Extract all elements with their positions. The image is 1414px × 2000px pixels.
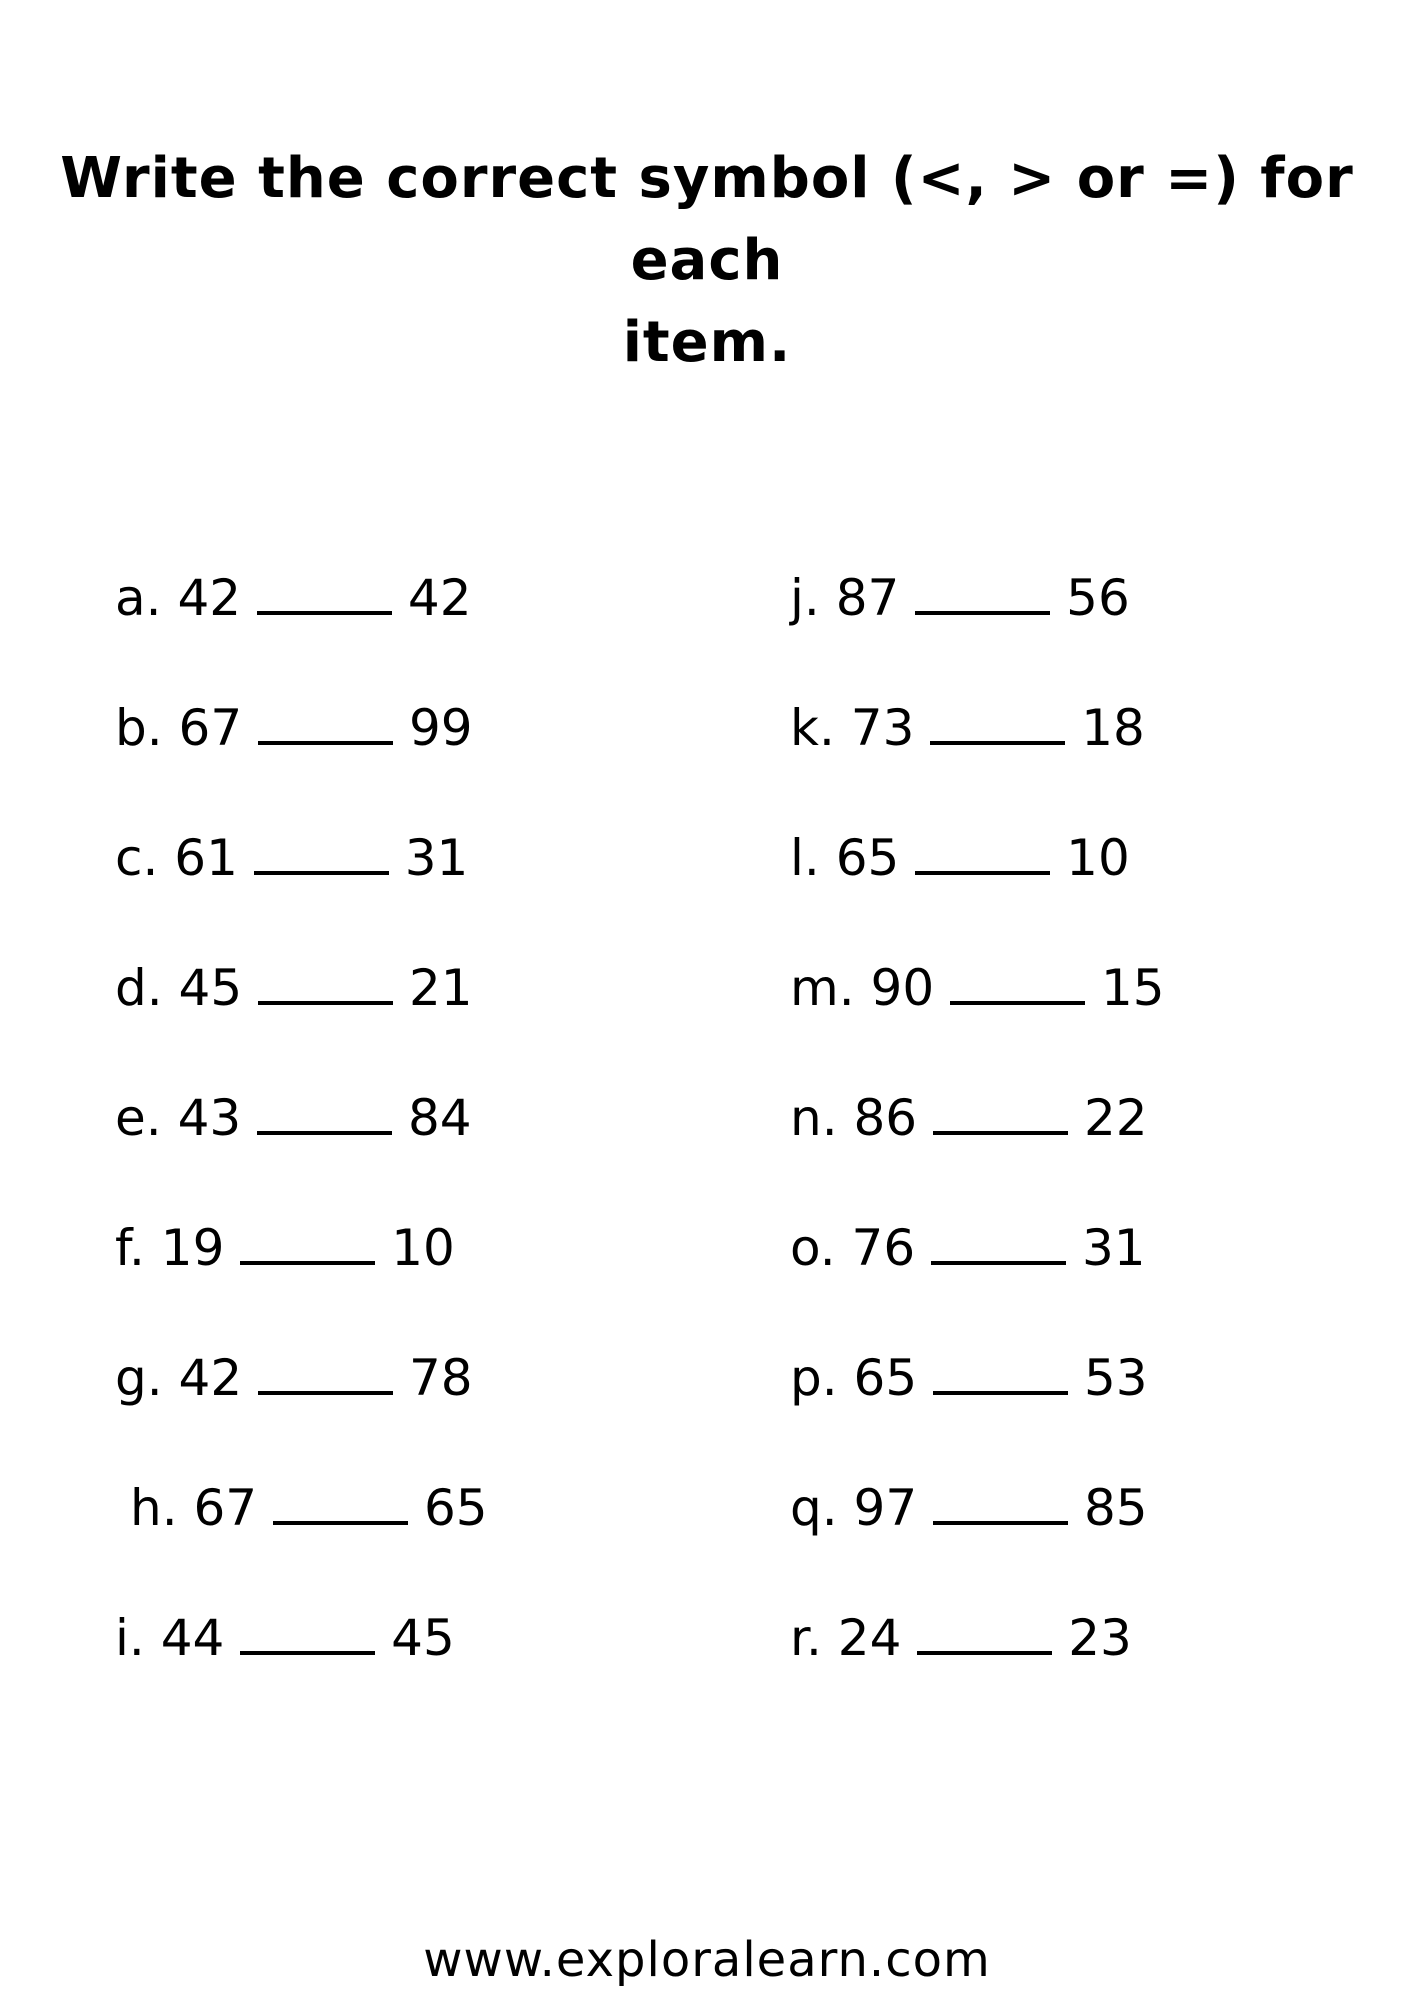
answer-blank[interactable] (240, 1261, 375, 1265)
problem-label: n. (790, 1089, 838, 1147)
problem-a (115, 568, 472, 628)
problem-label: r. (790, 1609, 822, 1667)
right-number: 85 (1083, 1479, 1148, 1537)
problem-label: g. (115, 1349, 163, 1407)
problem-label: e. (115, 1089, 162, 1147)
right-number: 56 (1066, 569, 1130, 627)
right-number: 18 (1081, 699, 1145, 757)
problem-n (790, 1088, 1148, 1148)
problem-f (115, 1218, 455, 1278)
answer-blank[interactable] (258, 741, 393, 745)
answer-blank[interactable] (240, 1651, 375, 1655)
right-number: 22 (1083, 1089, 1148, 1147)
right-number: 84 (408, 1089, 472, 1147)
problem-p (790, 1348, 1148, 1408)
answer-blank[interactable] (931, 1261, 1066, 1265)
answer-blank[interactable] (254, 871, 389, 875)
problem-label: f. (115, 1219, 145, 1277)
left-number: 87 (835, 569, 900, 627)
problem-label: c. (115, 829, 159, 887)
answer-blank[interactable] (258, 1001, 393, 1005)
right-number: 31 (404, 829, 469, 887)
problem-label: q. (790, 1479, 838, 1537)
answer-blank[interactable] (933, 1521, 1068, 1525)
left-number: 45 (178, 959, 243, 1017)
problem-label: l. (790, 829, 820, 887)
problem-h (130, 1478, 488, 1538)
right-number: 42 (407, 569, 472, 627)
worksheet-title (0, 138, 1414, 384)
problem-j (790, 568, 1130, 628)
answer-blank[interactable] (930, 741, 1065, 745)
problem-label: k. (790, 699, 835, 757)
title-line-2: item. (622, 310, 792, 375)
problem-k (790, 698, 1145, 758)
answer-blank[interactable] (933, 1131, 1068, 1135)
left-number: 67 (178, 699, 243, 757)
answer-blank[interactable] (257, 611, 392, 615)
answer-blank[interactable] (950, 1001, 1085, 1005)
right-number: 78 (408, 1349, 473, 1407)
problem-o (790, 1218, 1146, 1278)
problem-g (115, 1348, 473, 1408)
problem-label: o. (790, 1219, 836, 1277)
right-number: 10 (1066, 829, 1130, 887)
left-number: 19 (160, 1219, 225, 1277)
answer-blank[interactable] (917, 1651, 1052, 1655)
problem-label: p. (790, 1349, 838, 1407)
right-number: 53 (1083, 1349, 1148, 1407)
problem-i (115, 1608, 455, 1668)
problem-e (115, 1088, 472, 1148)
left-number: 24 (837, 1609, 902, 1667)
left-number: 86 (853, 1089, 918, 1147)
answer-blank[interactable] (257, 1131, 392, 1135)
problem-q (790, 1478, 1148, 1538)
left-number: 65 (835, 829, 900, 887)
problem-label: j. (790, 569, 820, 627)
right-number: 65 (423, 1479, 488, 1537)
right-number: 31 (1081, 1219, 1146, 1277)
answer-blank[interactable] (273, 1521, 408, 1525)
left-number: 76 (851, 1219, 916, 1277)
left-number: 61 (174, 829, 238, 887)
problem-label: b. (115, 699, 163, 757)
problem-label: d. (115, 959, 163, 1017)
left-number: 90 (870, 959, 935, 1017)
right-number: 23 (1068, 1609, 1132, 1667)
left-number: 73 (850, 699, 915, 757)
problem-label: m. (790, 959, 855, 1017)
footer-url: www.exploralearn.com (423, 1932, 991, 1988)
problem-label: h. (130, 1479, 178, 1537)
left-number: 67 (193, 1479, 258, 1537)
problem-c (115, 828, 468, 888)
problem-l (790, 828, 1130, 888)
right-number: 99 (408, 699, 473, 757)
left-number: 44 (160, 1609, 225, 1667)
left-number: 42 (178, 1349, 243, 1407)
answer-blank[interactable] (933, 1391, 1068, 1395)
problem-label: i. (115, 1609, 145, 1667)
problem-m (790, 958, 1165, 1018)
right-number: 21 (408, 959, 473, 1017)
left-number: 65 (853, 1349, 918, 1407)
title-line-1: Write the correct symbol (<, > or =) for each (60, 146, 1354, 293)
right-number: 10 (391, 1219, 455, 1277)
problem-b (115, 698, 473, 758)
right-number: 45 (391, 1609, 455, 1667)
left-number: 43 (177, 1089, 242, 1147)
left-number: 42 (177, 569, 242, 627)
problem-d (115, 958, 473, 1018)
answer-blank[interactable] (915, 871, 1050, 875)
answer-blank[interactable] (258, 1391, 393, 1395)
problem-label: a. (115, 569, 162, 627)
answer-blank[interactable] (915, 611, 1050, 615)
right-number: 15 (1100, 959, 1165, 1017)
problem-r (790, 1608, 1132, 1668)
left-number: 97 (853, 1479, 918, 1537)
